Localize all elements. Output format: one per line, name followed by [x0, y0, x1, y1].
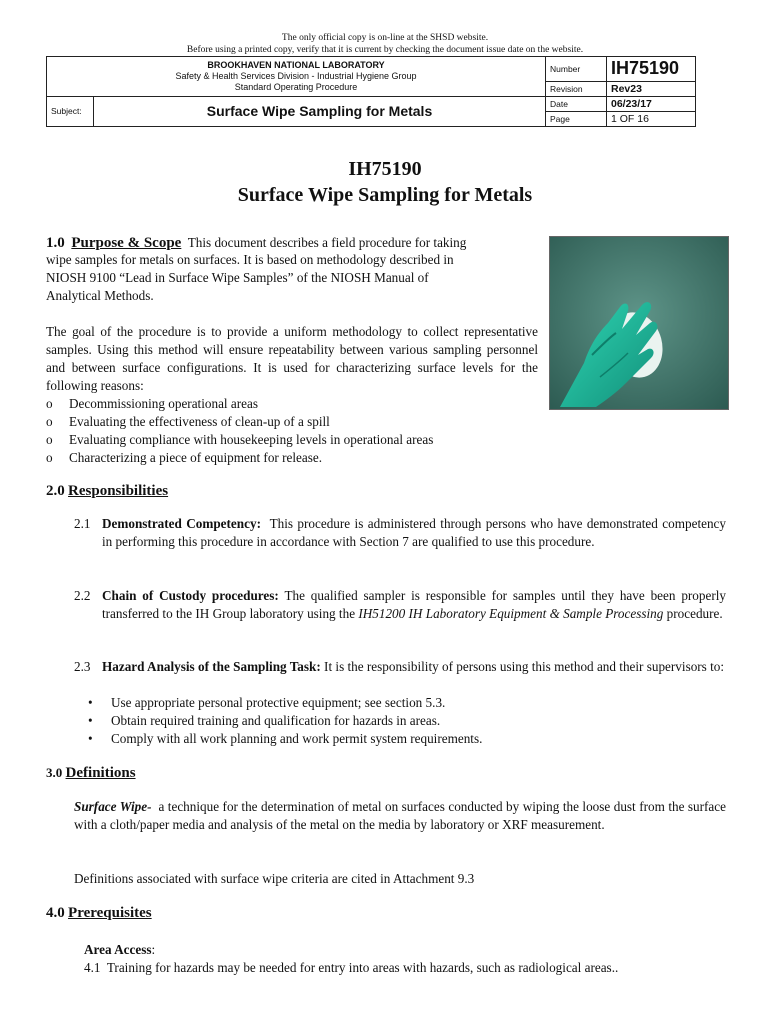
- hazard-item: • Obtain required training and qualification for hazards in areas.: [88, 713, 441, 728]
- date-label: Date: [546, 96, 607, 111]
- surface-wipe-definition: Surface Wipe- a technique for the determination of metal on surfaces conducted by wiping the loose dust from the surface with a cloth/paper media and analysis of the metal on the media by laboratory or XRF measurement.: [74, 799, 726, 832]
- item-2-1-number: 2.1: [74, 516, 91, 531]
- item-4-1: 4.1 Training for hazards may be needed for entry into areas with hazards, such as radiological areas..: [84, 960, 619, 975]
- revision-label: Revision: [546, 81, 607, 96]
- subject-value: Surface Wipe Sampling for Metals: [94, 96, 546, 126]
- item-2-1: Demonstrated Competency: This procedure is administered through persons who have demonstrated competency in performing this procedure in accordance with Section 7 are qualified to use this procedure.: [102, 516, 726, 549]
- item-2-2: Chain of Custody procedures: The qualified sampler is responsible for samples until they have been properly transferred to the IH Group laboratory using the IH51200 IH Laboratory Equipment & Sample Processing procedure.: [102, 588, 726, 621]
- doc-title: Surface Wipe Sampling for Metals: [237, 184, 533, 206]
- section-1-number: 1.0: [46, 235, 65, 251]
- org-name: BROOKHAVEN NATIONAL LABORATORY: [207, 59, 385, 70]
- section-1-lead: This document describes a field procedure for taking: [187, 235, 467, 250]
- page-label: Page: [546, 111, 607, 126]
- area-access-heading: Area Access:: [84, 942, 156, 957]
- revision-value: Rev23: [607, 81, 696, 96]
- reason-item: o Evaluating compliance with housekeeping levels in operational areas: [46, 432, 434, 447]
- doc-type: Standard Operating Procedure: [234, 81, 358, 92]
- hazard-item: • Use appropriate personal protective equipment; see section 5.3.: [88, 695, 446, 710]
- document-header-table: [46, 56, 696, 127]
- item-2-3-number: 2.3: [74, 659, 91, 674]
- date-value: 06/23/17: [607, 96, 696, 111]
- section-3-heading: 3.0 Definitions: [46, 765, 136, 781]
- item-2-2-number: 2.2: [74, 588, 91, 603]
- notice-line-1: The only official copy is on-line at the SHSD website.: [281, 33, 489, 43]
- lab-procedure-reference: IH51200 IH Laboratory Equipment & Sample Processing: [358, 606, 664, 621]
- section-1-line-4: Analytical Methods.: [46, 288, 154, 303]
- gloved-hand-wipe-image: [550, 237, 728, 409]
- number-label: Number: [546, 57, 607, 82]
- section-1-line-3: NIOSH 9100 “Lead in Surface Wipe Samples” of the NIOSH Manual of: [46, 270, 429, 285]
- division-name: Safety & Health Services Division - Industrial Hygiene Group: [175, 70, 417, 81]
- item-2-3: Hazard Analysis of the Sampling Task: It is the responsibility of persons using this method and their supervisors to:: [102, 659, 725, 674]
- hazard-item: • Comply with all work planning and work permit system requirements.: [88, 731, 483, 746]
- subject-label: Subject:: [47, 96, 94, 126]
- notice-line-2: Before using a printed copy, verify that it is current by checking the document issue date on the website.: [186, 45, 584, 55]
- wipe-sampling-photo: [549, 236, 729, 410]
- section-1-goal: The goal of the procedure is to provide a uniform methodology to collect representative samples. Using this method will ensure repeatability between various sampling personnel and between surface configurations. It is used for characterizing surface levels for the following reasons:: [46, 324, 538, 393]
- definitions-attachment: Definitions associated with surface wipe criteria are cited in Attachment 9.3: [74, 871, 475, 886]
- reason-item: o Decommissioning operational areas: [46, 396, 258, 411]
- section-1-line-2: wipe samples for metals on surfaces. It is based on methodology described in: [46, 252, 454, 267]
- section-1-intro: [46, 234, 546, 252]
- official-copy-notice: [0, 32, 770, 56]
- doc-number: IH75190: [607, 57, 696, 82]
- reason-item: o Characterizing a piece of equipment for release.: [46, 450, 322, 465]
- page-value: 1 OF 16: [607, 111, 696, 126]
- section-4-heading: 4.0 Prerequisites: [46, 905, 152, 921]
- doc-title-number: IH75190: [348, 158, 422, 180]
- section-2-heading: 2.0 Responsibilities: [46, 483, 169, 499]
- section-1-heading: Purpose & Scope: [71, 235, 182, 251]
- org-cell: [47, 57, 546, 97]
- reason-item: o Evaluating the effectiveness of clean-up of a spill: [46, 414, 330, 429]
